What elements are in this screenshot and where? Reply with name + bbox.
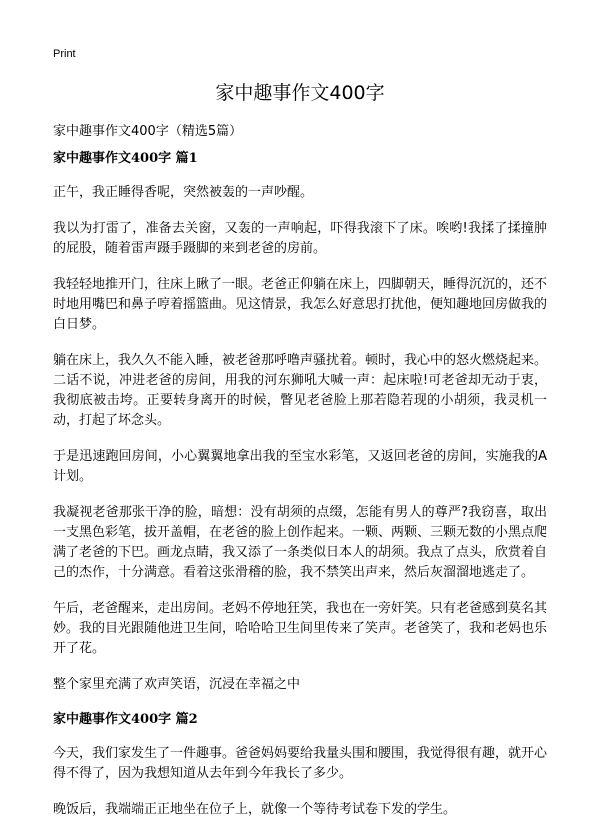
document-content [53,150,547,836]
paragraph: 午后，老爸醒来，走出房间。老妈不停地狂笑，我也在一旁奸笑。只有老爸感到莫名其妙。我的目光跟随他进卫生间，哈哈哈卫生间里传来了笑声。老爸笑了，我和老妈也乐开了花。 [53,601,548,656]
paragraph: 我凝视老爸那张干净的脸，暗想：没有胡须的点缀，怎能有男人的尊严?我窃喜，取出一支黑色彩笔，拔开盖帽，在老爸的脸上创作起来。一颗、两颗、三颗无数的小黑点爬满了老爸的下巴。画龙点睛，我又添了一条类似日本人的胡须。我点了点头，欣赏着自己的杰作，十分满意。看着这张滑稽的脸，我不禁笑出声来，然后灰溜溜地逃走了。 [53,505,548,580]
paragraph: 整个家里充满了欢声笑语，沉浸在幸福之中 [53,677,301,692]
document-subtitle: 家中趣事作文400字（精选5篇） [53,124,243,139]
paragraph: 晚饭后，我端端正正地坐在位子上，就像一个等待考试卷下发的学生。 [53,802,457,817]
paragraph: 我轻轻地推开门，往床上瞅了一眼。老爸正仰躺在床上，四脚朝天，睡得沉沉的，还不时地用嘴巴和鼻子哼着摇篮曲。见这情景，我怎么好意思打扰他，便知趣地回房做我的白日梦。 [53,277,548,332]
paragraph: 今天，我们家发生了一件趣事。爸爸妈妈要给我量头围和腰围，我觉得很有趣，就开心得不得了，因为我想知道从去年到今年我长了多少。 [53,746,548,781]
section-2 [53,711,547,820]
section-heading: 家中趣事作文400字 篇2 [53,712,198,727]
paragraph: 正午，我正睡得香呢，突然被轰的一声吵醒。 [53,185,314,200]
section-heading: 家中趣事作文400字 篇1 [53,151,198,166]
page-title: 家中趣事作文400字 [215,82,385,104]
paragraph: 于是迅速跑回房间，小心翼翼地拿出我的至宝水彩笔，又返回老爸的房间，实施我的A计划。 [53,449,547,484]
paragraph: 我以为打雷了，准备去关窗，又轰的一声响起，吓得我滚下了床。唉哟!我揉了揉撞肿的屁股，随着雷声蹑手蹑脚的来到老爸的房前。 [53,221,547,256]
paragraph: 躺在床上，我久久不能入睡，被老爸那呼噜声骚扰着。顿时，我心中的怒火燃烧起来。二话不说，冲进老爸的房间，用我的河东狮吼大喊一声：起床啦!可老爸却无动于衷，我彻底被击垮。正要转身离开的时候，瞥见老爸脸上那若隐若现的小胡须，我灵机一动，打起了坏念头。 [53,353,548,428]
section-1 [53,150,547,695]
print-link[interactable]: Print [53,48,76,60]
